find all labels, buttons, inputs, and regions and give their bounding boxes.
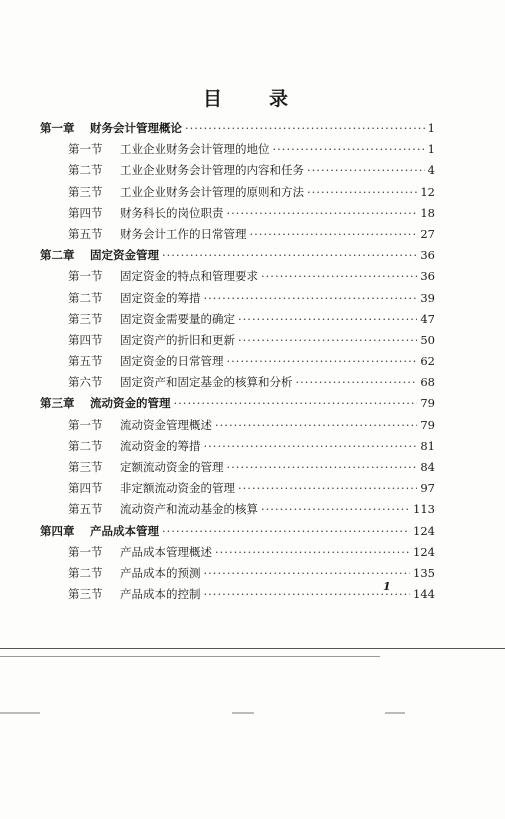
- dot-leader: [215, 545, 410, 559]
- dot-leader: [162, 248, 417, 262]
- toc-entry-page: 124: [413, 523, 435, 538]
- toc-entry-number: 第一章: [40, 121, 75, 135]
- toc-section-entry: [40, 438, 435, 459]
- dot-leader: [227, 460, 418, 474]
- toc-section-entry: [40, 353, 435, 374]
- toc-section-entry: [40, 586, 435, 607]
- toc-entry-title: 流动资产和流动基金的核算: [120, 502, 258, 517]
- toc-section-entry: [40, 268, 435, 289]
- page-number: 1: [383, 580, 391, 593]
- toc-entry-page: 124: [413, 544, 435, 559]
- toc-entry-page: 18: [420, 205, 435, 220]
- toc-entry-number: 第二节: [68, 163, 103, 178]
- toc-section-entry: [40, 205, 435, 226]
- toc-entry-number: 第二节: [68, 565, 103, 580]
- scan-edge-line-faint: [0, 656, 380, 657]
- toc-entry-number: 第五节: [68, 354, 103, 369]
- toc-entry-number: 第三节: [68, 311, 103, 326]
- dot-leader: [174, 396, 418, 410]
- table-of-contents: [40, 120, 435, 607]
- toc-entry-number: 第五节: [68, 226, 103, 241]
- toc-entry-number: 第二节: [68, 438, 103, 453]
- toc-entry-number: 第四章: [40, 523, 75, 538]
- toc-entry-page: 47: [420, 311, 435, 326]
- toc-section-entry: [40, 565, 435, 586]
- toc-entry-page: 4: [427, 163, 435, 178]
- page-title: 目 录: [202, 88, 302, 110]
- dot-leader: [204, 291, 418, 305]
- toc-entry-number: 第一节: [68, 417, 103, 432]
- toc-entry-title: 固定资产和固定基金的核算和分析: [120, 375, 293, 390]
- dot-leader: [215, 418, 417, 432]
- toc-entry-title: 流动资金的管理: [90, 396, 171, 411]
- toc-entry-title: 产品成本的预测: [120, 565, 201, 580]
- toc-section-entry: [40, 332, 435, 353]
- toc-entry-page: 144: [413, 587, 435, 602]
- toc-section-entry: [40, 374, 435, 395]
- toc-entry-number: 第二节: [68, 290, 103, 305]
- toc-section-entry: [40, 141, 435, 162]
- toc-entry-page: 135: [413, 565, 435, 580]
- toc-entry-number: 第二章: [40, 248, 75, 263]
- toc-entry-title: 固定资金的筹措: [120, 290, 201, 305]
- toc-entry-number: 第五节: [68, 502, 103, 517]
- toc-entry-page: 50: [420, 332, 435, 347]
- toc-entry-page: 62: [420, 354, 435, 369]
- toc-entry-title: 固定资金管理: [90, 248, 159, 263]
- toc-entry-number: 第四节: [68, 332, 103, 347]
- toc-section-entry: [40, 226, 435, 247]
- toc-entry-page: 81: [420, 438, 435, 453]
- toc-entry-page: 79: [420, 396, 435, 411]
- toc-section-entry: [40, 459, 435, 480]
- toc-entry-number: 第三节: [68, 460, 103, 474]
- toc-entry-title: 非定额流动资金的管理: [120, 481, 235, 496]
- toc-section-entry: [40, 184, 435, 205]
- toc-section-entry: [40, 311, 435, 332]
- toc-entry-number: 第三章: [40, 396, 75, 411]
- toc-entry-page: 113: [413, 502, 435, 517]
- toc-section-entry: [40, 290, 435, 311]
- toc-entry-title: 流动资金管理概述: [120, 417, 212, 432]
- dot-leader: [238, 481, 417, 495]
- toc-entry-page: 12: [420, 184, 435, 199]
- toc-entry-title: 工业企业财务会计管理的地位: [120, 142, 270, 157]
- toc-entry-page: 79: [420, 417, 435, 432]
- dot-leader: [204, 439, 418, 453]
- dot-leader: [261, 502, 410, 516]
- toc-entry-number: 第四节: [68, 205, 103, 220]
- toc-entry-title: 产品成本管理概述: [120, 544, 212, 559]
- toc-entry-title: 产品成本管理: [90, 523, 159, 538]
- scan-edge-line: [0, 648, 505, 649]
- toc-entry-page: 97: [420, 481, 435, 496]
- dot-leader: [273, 142, 425, 156]
- toc-entry-title: 流动资金的筹措: [120, 438, 201, 453]
- dot-leader: [204, 566, 411, 580]
- dot-leader: [250, 227, 418, 241]
- toc-entry-title: 固定资金的日常管理: [120, 354, 224, 369]
- dot-leader: [238, 312, 417, 326]
- toc-chapter-entry: [40, 523, 435, 544]
- toc-entry-number: 第一节: [68, 544, 103, 559]
- dot-leader: [227, 206, 418, 220]
- dot-leader: [238, 333, 417, 347]
- dot-leader: [307, 185, 417, 199]
- scan-artifact: [385, 712, 405, 714]
- toc-chapter-entry: [40, 120, 435, 141]
- dot-leader: [307, 163, 425, 177]
- toc-entry-title: 财务会计工作的日常管理: [120, 226, 247, 241]
- toc-entry-number: 第一节: [68, 269, 103, 284]
- scan-artifact: [0, 712, 40, 714]
- toc-entry-title: 工业企业财务会计管理的内容和任务: [120, 163, 304, 178]
- dot-leader: [296, 375, 418, 389]
- toc-entry-title: 固定资金的特点和管理要求: [120, 269, 258, 284]
- scan-artifact: [232, 712, 254, 714]
- toc-entry-page: 68: [420, 375, 435, 390]
- toc-chapter-entry: [40, 247, 435, 268]
- toc-chapter-entry: [40, 395, 435, 416]
- toc-entry-number: 第三节: [68, 587, 103, 602]
- toc-entry-page: 39: [420, 290, 435, 305]
- toc-entry-page: 1: [427, 121, 435, 135]
- toc-section-entry: [40, 417, 435, 438]
- dot-leader: [204, 587, 411, 601]
- toc-entry-page: 36: [420, 248, 435, 263]
- dot-leader: [185, 121, 425, 135]
- toc-entry-title: 固定资产的折旧和更新: [120, 332, 235, 347]
- toc-entry-title: 财务科长的岗位职责: [120, 205, 224, 220]
- toc-entry-page: 1: [427, 142, 435, 157]
- toc-section-entry: [40, 162, 435, 183]
- toc-section-entry: [40, 480, 435, 501]
- toc-entry-title: 财务会计管理概论: [90, 121, 182, 135]
- toc-entry-page: 36: [420, 269, 435, 284]
- toc-entry-number: 第四节: [68, 481, 103, 496]
- dot-leader: [162, 524, 410, 538]
- toc-entry-page: 27: [420, 226, 435, 241]
- toc-entry-title: 工业企业财务会计管理的原则和方法: [120, 184, 304, 199]
- dot-leader: [261, 269, 417, 283]
- dot-leader: [227, 354, 418, 368]
- toc-entry-number: 第一节: [68, 142, 103, 157]
- toc-entry-title: 固定资金需要量的确定: [120, 311, 235, 326]
- toc-entry-number: 第六节: [68, 375, 103, 390]
- toc-entry-number: 第三节: [68, 184, 103, 199]
- toc-section-entry: [40, 501, 435, 522]
- toc-section-entry: [40, 544, 435, 565]
- toc-entry-title: 定额流动资金的管理: [120, 460, 224, 474]
- toc-entry-page: 84: [420, 460, 435, 474]
- toc-entry-title: 产品成本的控制: [120, 587, 201, 602]
